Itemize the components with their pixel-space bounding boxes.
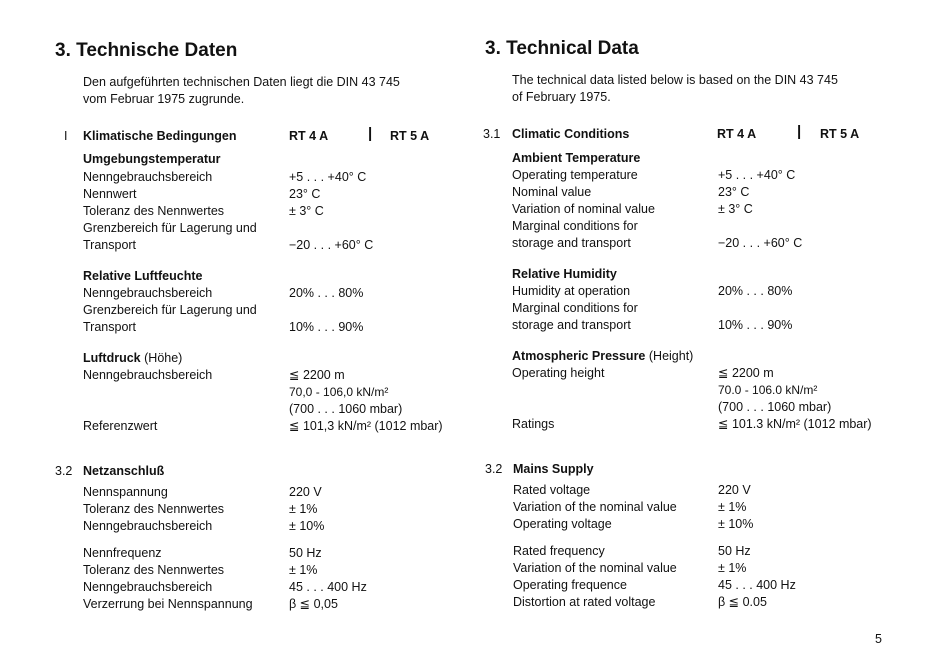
column-separator: |	[368, 125, 373, 142]
spec-value: (700 . . . 1060 mbar)	[718, 400, 832, 414]
spec-label: Operating frequence	[513, 578, 627, 592]
spec-label: Transport	[83, 238, 137, 252]
spec-value: 23° C	[718, 185, 750, 199]
spec-value: 220 V	[289, 485, 322, 499]
spec-label: Grenzbereich für Lagerung und	[83, 303, 257, 317]
spec-value: ± 1%	[289, 502, 318, 516]
humidity-heading: Relative Humidity	[512, 267, 617, 281]
intro-line-1: Den aufgeführten technischen Daten liegt die DIN 43 745	[83, 75, 400, 89]
intro-line-2: of February 1975.	[512, 90, 611, 104]
spec-value: 50 Hz	[289, 546, 322, 560]
model-header-rt5a: RT 5 A	[390, 129, 430, 143]
spec-label: Variation of the nominal value	[513, 500, 677, 514]
pressure-heading	[512, 348, 693, 364]
spec-label: Humidity at operation	[512, 284, 631, 298]
subsection-number: 3.1	[483, 127, 501, 141]
spec-label: Transport	[83, 320, 137, 334]
spec-value: ± 3° C	[718, 202, 753, 216]
spec-label: Operating height	[512, 366, 605, 380]
pressure-heading-title: Atmospheric Pressure	[512, 349, 646, 363]
spec-label: Nenngebrauchsbereich	[83, 519, 213, 533]
spec-label: Ratings	[512, 417, 555, 431]
spec-label: Variation of the nominal value	[513, 561, 677, 575]
spec-value: 20% . . . 80%	[718, 284, 793, 298]
section-title: 3. Technical Data	[485, 38, 639, 59]
spec-value: ± 1%	[718, 561, 747, 575]
pressure-heading-title: Luftdruck	[83, 351, 141, 365]
column-separator: |	[797, 123, 802, 140]
spec-value: 23° C	[289, 187, 321, 201]
ambient-temperature-heading: Umgebungstemperatur	[83, 152, 221, 166]
model-header-rt4a: RT 4 A	[289, 129, 329, 143]
subsection-number: I	[64, 129, 68, 143]
spec-value: +5 . . . +40° C	[718, 168, 796, 182]
pressure-heading-suffix: (Height)	[648, 349, 694, 363]
spec-value: 45 . . . 400 Hz	[289, 580, 367, 594]
spec-value: −20 . . . +60° C	[718, 236, 803, 250]
spec-label: Operating temperature	[512, 168, 638, 182]
intro-line-2: vom Februar 1975 zugrunde.	[83, 92, 245, 106]
page-number: 5	[875, 632, 882, 646]
spec-value: 70,0 - 106,0 kN/m²	[289, 385, 389, 399]
spec-value: ± 1%	[718, 500, 747, 514]
spec-label: Nennfrequenz	[83, 546, 162, 560]
spec-label: Operating voltage	[513, 517, 612, 531]
spec-label: Nominal value	[512, 185, 592, 199]
subsection-number: 3.2	[55, 464, 73, 478]
subsection-title: Klimatische Bedingungen	[83, 129, 237, 143]
spec-value: 10% . . . 90%	[718, 318, 793, 332]
spec-label: Marginal conditions for	[512, 301, 638, 315]
subsection-number: 3.2	[485, 462, 503, 476]
spec-label: Nenngebrauchsbereich	[83, 286, 213, 300]
spec-value: +5 . . . +40° C	[289, 170, 367, 184]
spec-label: Referenzwert	[83, 419, 158, 433]
model-header-rt5a: RT 5 A	[820, 127, 860, 141]
spec-label: Rated voltage	[513, 483, 591, 497]
spec-label: Variation of nominal value	[512, 202, 655, 216]
spec-value: (700 . . . 1060 mbar)	[289, 402, 403, 416]
spec-label: Verzerrung bei Nennspannung	[83, 597, 253, 611]
spec-value: ± 10%	[289, 519, 325, 533]
spec-value: β ≦ 0.05	[718, 595, 767, 609]
mains-heading: Mains Supply	[513, 462, 594, 476]
spec-value: 50 Hz	[718, 544, 751, 558]
intro-line-1: The technical data listed below is based on the DIN 43 745	[512, 73, 838, 87]
spec-value: β ≦ 0,05	[289, 597, 338, 611]
spec-label: Nennwert	[83, 187, 137, 201]
model-header-rt4a: RT 4 A	[717, 127, 757, 141]
spec-label: Toleranz des Nennwertes	[83, 563, 225, 577]
spec-value: ≦ 101,3 kN/m² (1012 mbar)	[289, 419, 443, 433]
spec-value: 20% . . . 80%	[289, 286, 364, 300]
pressure-heading-suffix: (Höhe)	[144, 351, 183, 365]
subsection-title: Climatic Conditions	[512, 127, 630, 141]
spec-label: Nenngebrauchsbereich	[83, 580, 213, 594]
spec-value: 70.0 - 106.0 kN/m²	[718, 383, 818, 397]
spec-value: 220 V	[718, 483, 751, 497]
spec-label: Rated frequency	[513, 544, 605, 558]
spec-label: Nennspannung	[83, 485, 168, 499]
spec-value: ≦ 101.3 kN/m² (1012 mbar)	[718, 417, 872, 431]
spec-label: Nenngebrauchsbereich	[83, 170, 213, 184]
humidity-heading: Relative Luftfeuchte	[83, 269, 203, 283]
pressure-heading	[83, 350, 182, 366]
spec-label: Marginal conditions for	[512, 219, 638, 233]
spec-value: ± 3° C	[289, 204, 324, 218]
mains-heading: Netzanschluß	[83, 464, 165, 478]
spec-label: Nenngebrauchsbereich	[83, 368, 213, 382]
spec-value: −20 . . . +60° C	[289, 238, 374, 252]
spec-label: storage and transport	[512, 236, 631, 250]
spec-value: ± 10%	[718, 517, 754, 531]
spec-label: Grenzbereich für Lagerung und	[83, 221, 257, 235]
spec-value: 10% . . . 90%	[289, 320, 364, 334]
spec-label: Toleranz des Nennwertes	[83, 502, 225, 516]
spec-label: Distortion at rated voltage	[513, 595, 656, 609]
spec-value: ± 1%	[289, 563, 318, 577]
spec-label: storage and transport	[512, 318, 631, 332]
section-title: 3. Technische Daten	[55, 40, 238, 61]
spec-label: Toleranz des Nennwertes	[83, 204, 225, 218]
ambient-temperature-heading: Ambient Temperature	[512, 151, 641, 165]
spec-value: ≦ 2200 m	[718, 366, 774, 380]
spec-value: ≦ 2200 m	[289, 368, 345, 382]
spec-value: 45 . . . 400 Hz	[718, 578, 796, 592]
